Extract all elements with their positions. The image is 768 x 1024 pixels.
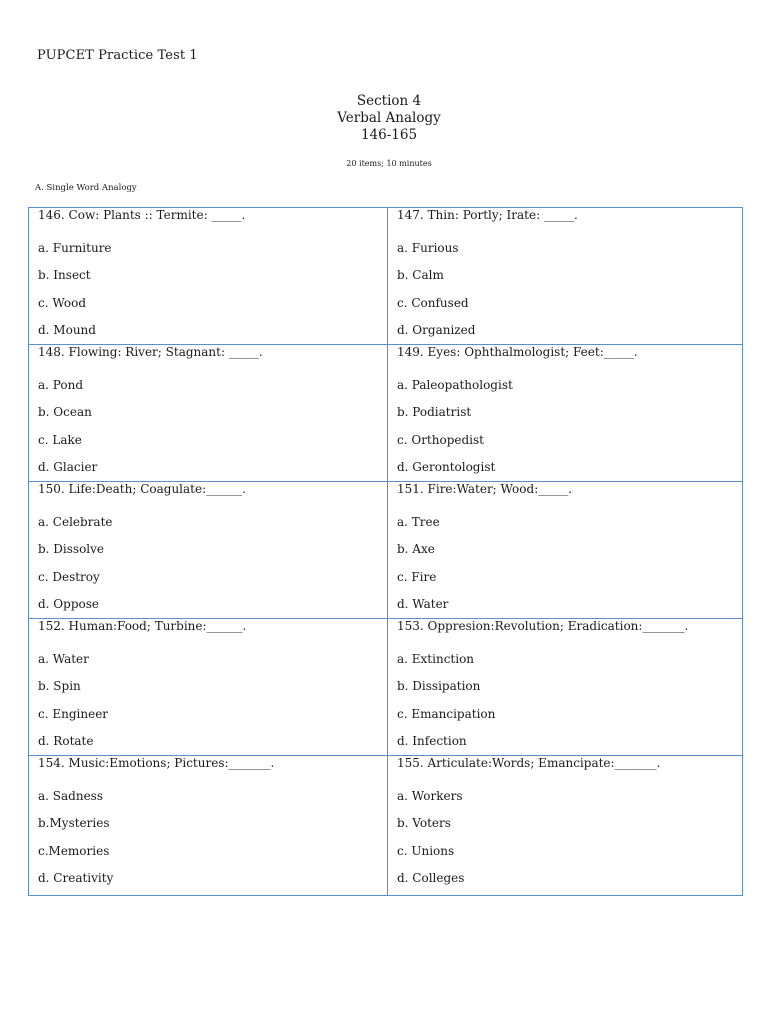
question-cell	[388, 345, 743, 482]
question-prompt: 147. Thin: Portly; Irate: _____.	[397, 208, 578, 222]
option-d: d. Water	[397, 597, 449, 612]
question-prompt: 148. Flowing: River; Stagnant: _____.	[38, 345, 263, 359]
question-cell	[388, 482, 743, 619]
option-d: d. Gerontologist	[397, 460, 496, 475]
option-a: a. Furious	[397, 240, 459, 255]
option-d: d. Glacier	[38, 460, 98, 475]
question-row	[29, 619, 743, 756]
option-c: c. Fire	[397, 569, 437, 584]
question-cell	[29, 345, 388, 482]
option-c: c. Orthopedist	[397, 432, 484, 447]
option-c: c.Memories	[38, 843, 110, 858]
question-prompt: 154. Music:Emotions; Pictures:_______.	[38, 756, 275, 770]
item-range: 146-165	[360, 127, 418, 143]
option-a: a. Extinction	[397, 651, 475, 666]
question-prompt: 152. Human:Food; Turbine:______.	[38, 619, 247, 633]
question-cell	[29, 619, 388, 756]
option-b: b. Voters	[397, 816, 451, 831]
option-b: b.Mysteries	[38, 816, 110, 831]
option-c: c. Engineer	[38, 706, 109, 721]
question-cell	[388, 208, 743, 345]
question-prompt: 150. Life:Death; Coagulate:______.	[38, 482, 246, 496]
document-title: PUPCET Practice Test 1	[37, 48, 198, 63]
question-prompt: 146. Cow: Plants :: Termite: _____.	[38, 208, 246, 222]
question-cell	[29, 482, 388, 619]
option-b: b. Dissipation	[397, 679, 481, 694]
option-c: c. Wood	[38, 295, 86, 310]
option-a: a. Tree	[397, 514, 440, 529]
question-cell	[29, 756, 388, 896]
question-row	[29, 756, 743, 896]
items-note: 20 items; 10 minutes	[346, 159, 432, 168]
option-b: b. Spin	[38, 679, 81, 694]
option-a: a. Water	[38, 651, 89, 666]
question-prompt: 149. Eyes: Ophthalmologist; Feet:_____.	[397, 345, 638, 359]
option-a: a. Furniture	[38, 240, 112, 255]
option-c: c. Unions	[397, 843, 455, 858]
question-cell	[29, 208, 388, 345]
option-b: b. Calm	[397, 268, 444, 283]
question-row	[29, 345, 743, 482]
question-cell	[388, 619, 743, 756]
question-prompt: 153. Oppresion:Revolution; Eradication:_______.	[397, 619, 689, 633]
option-c: c. Emancipation	[397, 706, 496, 721]
section-topic: Verbal Analogy	[337, 110, 441, 126]
option-b: b. Dissolve	[38, 542, 105, 557]
option-d: d. Infection	[397, 734, 467, 749]
option-a: a. Sadness	[38, 788, 103, 803]
option-c: c. Destroy	[38, 569, 100, 584]
question-prompt: 155. Articulate:Words; Emancipate:_______.	[397, 756, 661, 770]
option-a: a. Workers	[397, 788, 463, 803]
question-row	[29, 208, 743, 345]
option-d: d. Colleges	[397, 871, 465, 886]
option-d: d. Creativity	[38, 871, 114, 886]
option-b: b. Axe	[397, 542, 435, 557]
questions-table	[28, 207, 743, 896]
question-row	[29, 482, 743, 619]
section-heading	[0, 93, 768, 144]
option-d: d. Mound	[38, 323, 96, 338]
option-d: d. Oppose	[38, 597, 99, 612]
option-b: b. Ocean	[38, 405, 92, 420]
option-b: b. Podiatrist	[397, 405, 472, 420]
question-prompt: 151. Fire:Water; Wood:_____.	[397, 482, 573, 496]
option-a: a. Paleopathologist	[397, 377, 513, 392]
option-a: a. Pond	[38, 377, 84, 392]
option-b: b. Insect	[38, 268, 91, 283]
subsection-heading: A. Single Word Analogy	[35, 183, 137, 193]
option-d: d. Rotate	[38, 734, 94, 749]
question-cell	[388, 756, 743, 896]
option-d: d. Organized	[397, 323, 476, 338]
option-c: c. Confused	[397, 295, 469, 310]
option-c: c. Lake	[38, 432, 82, 447]
option-a: a. Celebrate	[38, 514, 113, 529]
section-number: Section 4	[356, 93, 422, 109]
